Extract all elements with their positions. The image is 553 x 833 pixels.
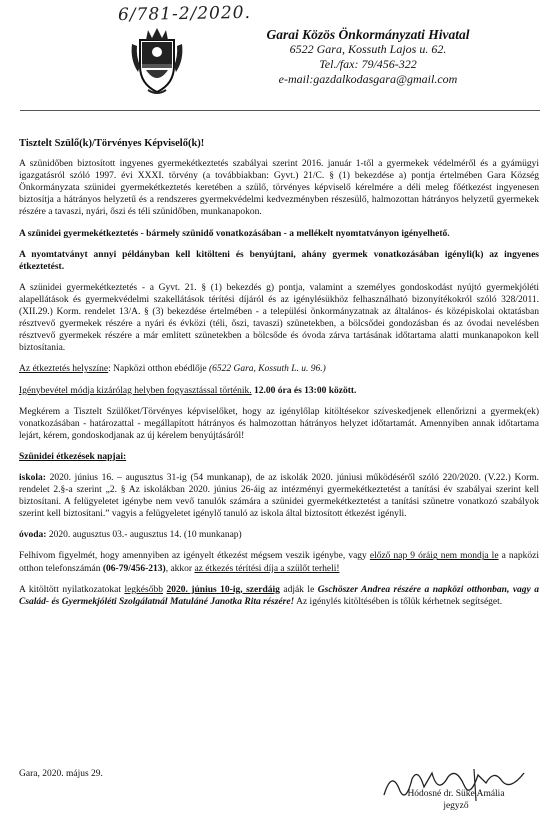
submission-names: Gschöszer Andrea részére a napközi otthonban, vagy a Család- és Gyermekjóléti Szolgálatnál Matuláné Janotka Rita részére! bbox=[19, 584, 539, 607]
notice-phone: (06-79/456-213) bbox=[102, 563, 166, 574]
submission-part3: Az igénylés kitöltésében is tőlük kérhetnek segítséget. bbox=[294, 596, 503, 607]
signer-title: jegyző bbox=[443, 801, 469, 811]
paragraph-school-days bbox=[19, 472, 539, 520]
submission-part2: adják le bbox=[279, 584, 318, 595]
notice-part1: Felhívom figyelmét, hogy amennyiben az igényelt étkezést mégsem veszik igénybe, vagy bbox=[19, 551, 370, 562]
kindergarten-text: 2020. augusztus 03.- augusztus 14. (10 munkanap) bbox=[46, 530, 242, 541]
notice-fee: az étkezés térítési díja a szülőt terheli! bbox=[194, 563, 340, 574]
paragraph-regulation: A szünidei gyermekétkeztetés - a Gyvt. 21. § (1) bekezdés g) pontja, valamint a személyes gondoskodást nyújtó gyermekjóléti alapellátások és gyermekvédelmi szakellátások térítési díjáról és az igénylésükhöz felhasználható bizonyítékokról szóló 328/2011.(XII.29.) Korm. rendelet 13/A. § (3) bekezdése értelmében - a települési önkormányzatnak az általános- és középiskolai oktatásban résztvevő gyermekek részére a nyári és évközi (téli, őszi, tavaszi) szünetekben, a bölcsődei gondozásban és az óvodai nevelésben résztvevő gyermekek részére a már említett szünetekben a bölcsőde és óvoda zárva tartásának időtartama alatti munkanapokon kell biztosítania. bbox=[19, 282, 539, 354]
greeting: Tisztelt Szülő(k)/Törvényes Képviselő(k)! bbox=[19, 138, 205, 149]
handwritten-reference-number: 6/781-2/2020. bbox=[117, 2, 252, 26]
notice-deadline: előző nap 9 óráig nem mondja le bbox=[369, 551, 499, 562]
office-address: 6522 Gara, Kossuth Lajos u. 62. bbox=[289, 42, 447, 56]
kindergarten-label: óvoda: bbox=[19, 530, 47, 541]
paragraph-submission bbox=[19, 584, 539, 608]
paragraph-request: Megkérem a Tisztelt Szülőket/Törvényes képviselőket, hogy az igénylőlap kitöltésekor szíveskedjenek ellenőrizni a gyermek(ek) vonatkozásában - határozattal - megállapított hátrányos és halmozottan hátrányos helyzet időtartamát. Amennyiben annak időtartama lejárt, kérem, gondoskodjanak az új kérelem benyújtásáról! bbox=[19, 406, 539, 441]
coat-of-arms-icon bbox=[128, 26, 186, 96]
paragraph-form-notice: A szünidei gyermekétkeztetés - bármely szünidő vonatkozásában - a mellékelt nyomtatványon igényelhető. bbox=[19, 228, 450, 239]
notice-part2: a napközi otthon telefonszámán bbox=[19, 551, 539, 574]
place-text: : Napközi otthon ebédlője bbox=[108, 364, 209, 375]
paragraph-legal-basis: A szünidőben biztosított ingyenes gyermekétkeztetés szabályai szerint 2016. január 1-től a gyermekek védelméről és a gyámügyi igazgatásról szóló 1997. évi XXXI. törvény (a továbbiakban: Gyvt.) 21/C. § (1) bekezdése a) pontja értelmében Gara Község Önkormányzata szünidei gyermekétkeztetés keretében a szülő, törvényes képviselő kérelmére a déli meleg főétkezést ingyenesen biztosítja a hátrányos helyzetű és a rendszeres gyermekvédelmi kedvezményben részesülő, halmozottan hátrányos helyzetű gyermekek részére a tavaszi, nyári, őszi és téli szünidőben, munkanapokon. bbox=[19, 159, 539, 218]
office-letterhead bbox=[198, 27, 538, 87]
paragraph-place bbox=[19, 363, 539, 375]
letter-body bbox=[19, 138, 539, 617]
notice-part3: , akkor bbox=[165, 563, 195, 574]
office-name: Garai Közös Önkormányzati Hivatal bbox=[266, 27, 470, 42]
header-divider bbox=[20, 110, 540, 111]
submission-part1: A kitöltött nyilatkozatokat bbox=[19, 584, 125, 595]
place-address: (6522 Gara, Kossuth L. u. 96.) bbox=[208, 364, 326, 375]
place-label: Az étkeztetés helyszíne bbox=[19, 364, 109, 375]
days-heading: Szünidei étkezések napjai: bbox=[19, 451, 127, 462]
date-place: Gara, 2020. május 29. bbox=[19, 769, 103, 779]
school-label: iskola: bbox=[19, 472, 46, 483]
signer-name: Hódosné dr. Süke Amália bbox=[407, 789, 505, 799]
office-email: e-mail:gazdalkodasgara@gmail.com bbox=[278, 72, 458, 86]
claim-time: 12.00 óra és 13:00 között. bbox=[251, 385, 357, 396]
claim-text: Igénybevétel módja kizárólag helyben fogyasztással történik. bbox=[19, 385, 252, 396]
paragraph-kindergarten-days bbox=[19, 529, 539, 541]
office-telfax: Tel./fax: 79/456-322 bbox=[319, 57, 417, 71]
paragraph-copies-notice: A nyomtatványt annyi példányban kell kitölteni és benyújtani, ahány gyermek vonatkozásában igényli(k) az ingyenes étkeztetést. bbox=[19, 249, 539, 272]
school-text: 2020. június 16. – augusztus 31-ig (54 munkanap), de az iskolák 2020. júniusi működéséről szóló 220/2020. (V.22.) Korm. rendelet 2.§-a szerint „2. § Az iskolákban 2020. június 26-áig az intézményi gyermekétkeztetést a tanítási év szabályai szerint kell biztosítani. A felügyeletet igénybe nem vevő tanulók számára a szünidei gyermekétkeztetést a tanítási szünetre vonatkozó szabályok szerint kell biztosítani.” vagyis a felügyeletet igénylő tanuló az iskola által biztosított étkezést igényli. bbox=[19, 472, 539, 520]
signature-block bbox=[396, 788, 516, 812]
submission-latest: legkésőbb bbox=[124, 584, 163, 595]
submission-deadline: 2020. június 10-ig, szerdáig bbox=[166, 584, 280, 595]
paragraph-claim-method bbox=[19, 385, 539, 397]
paragraph-cancellation-notice bbox=[19, 550, 539, 574]
